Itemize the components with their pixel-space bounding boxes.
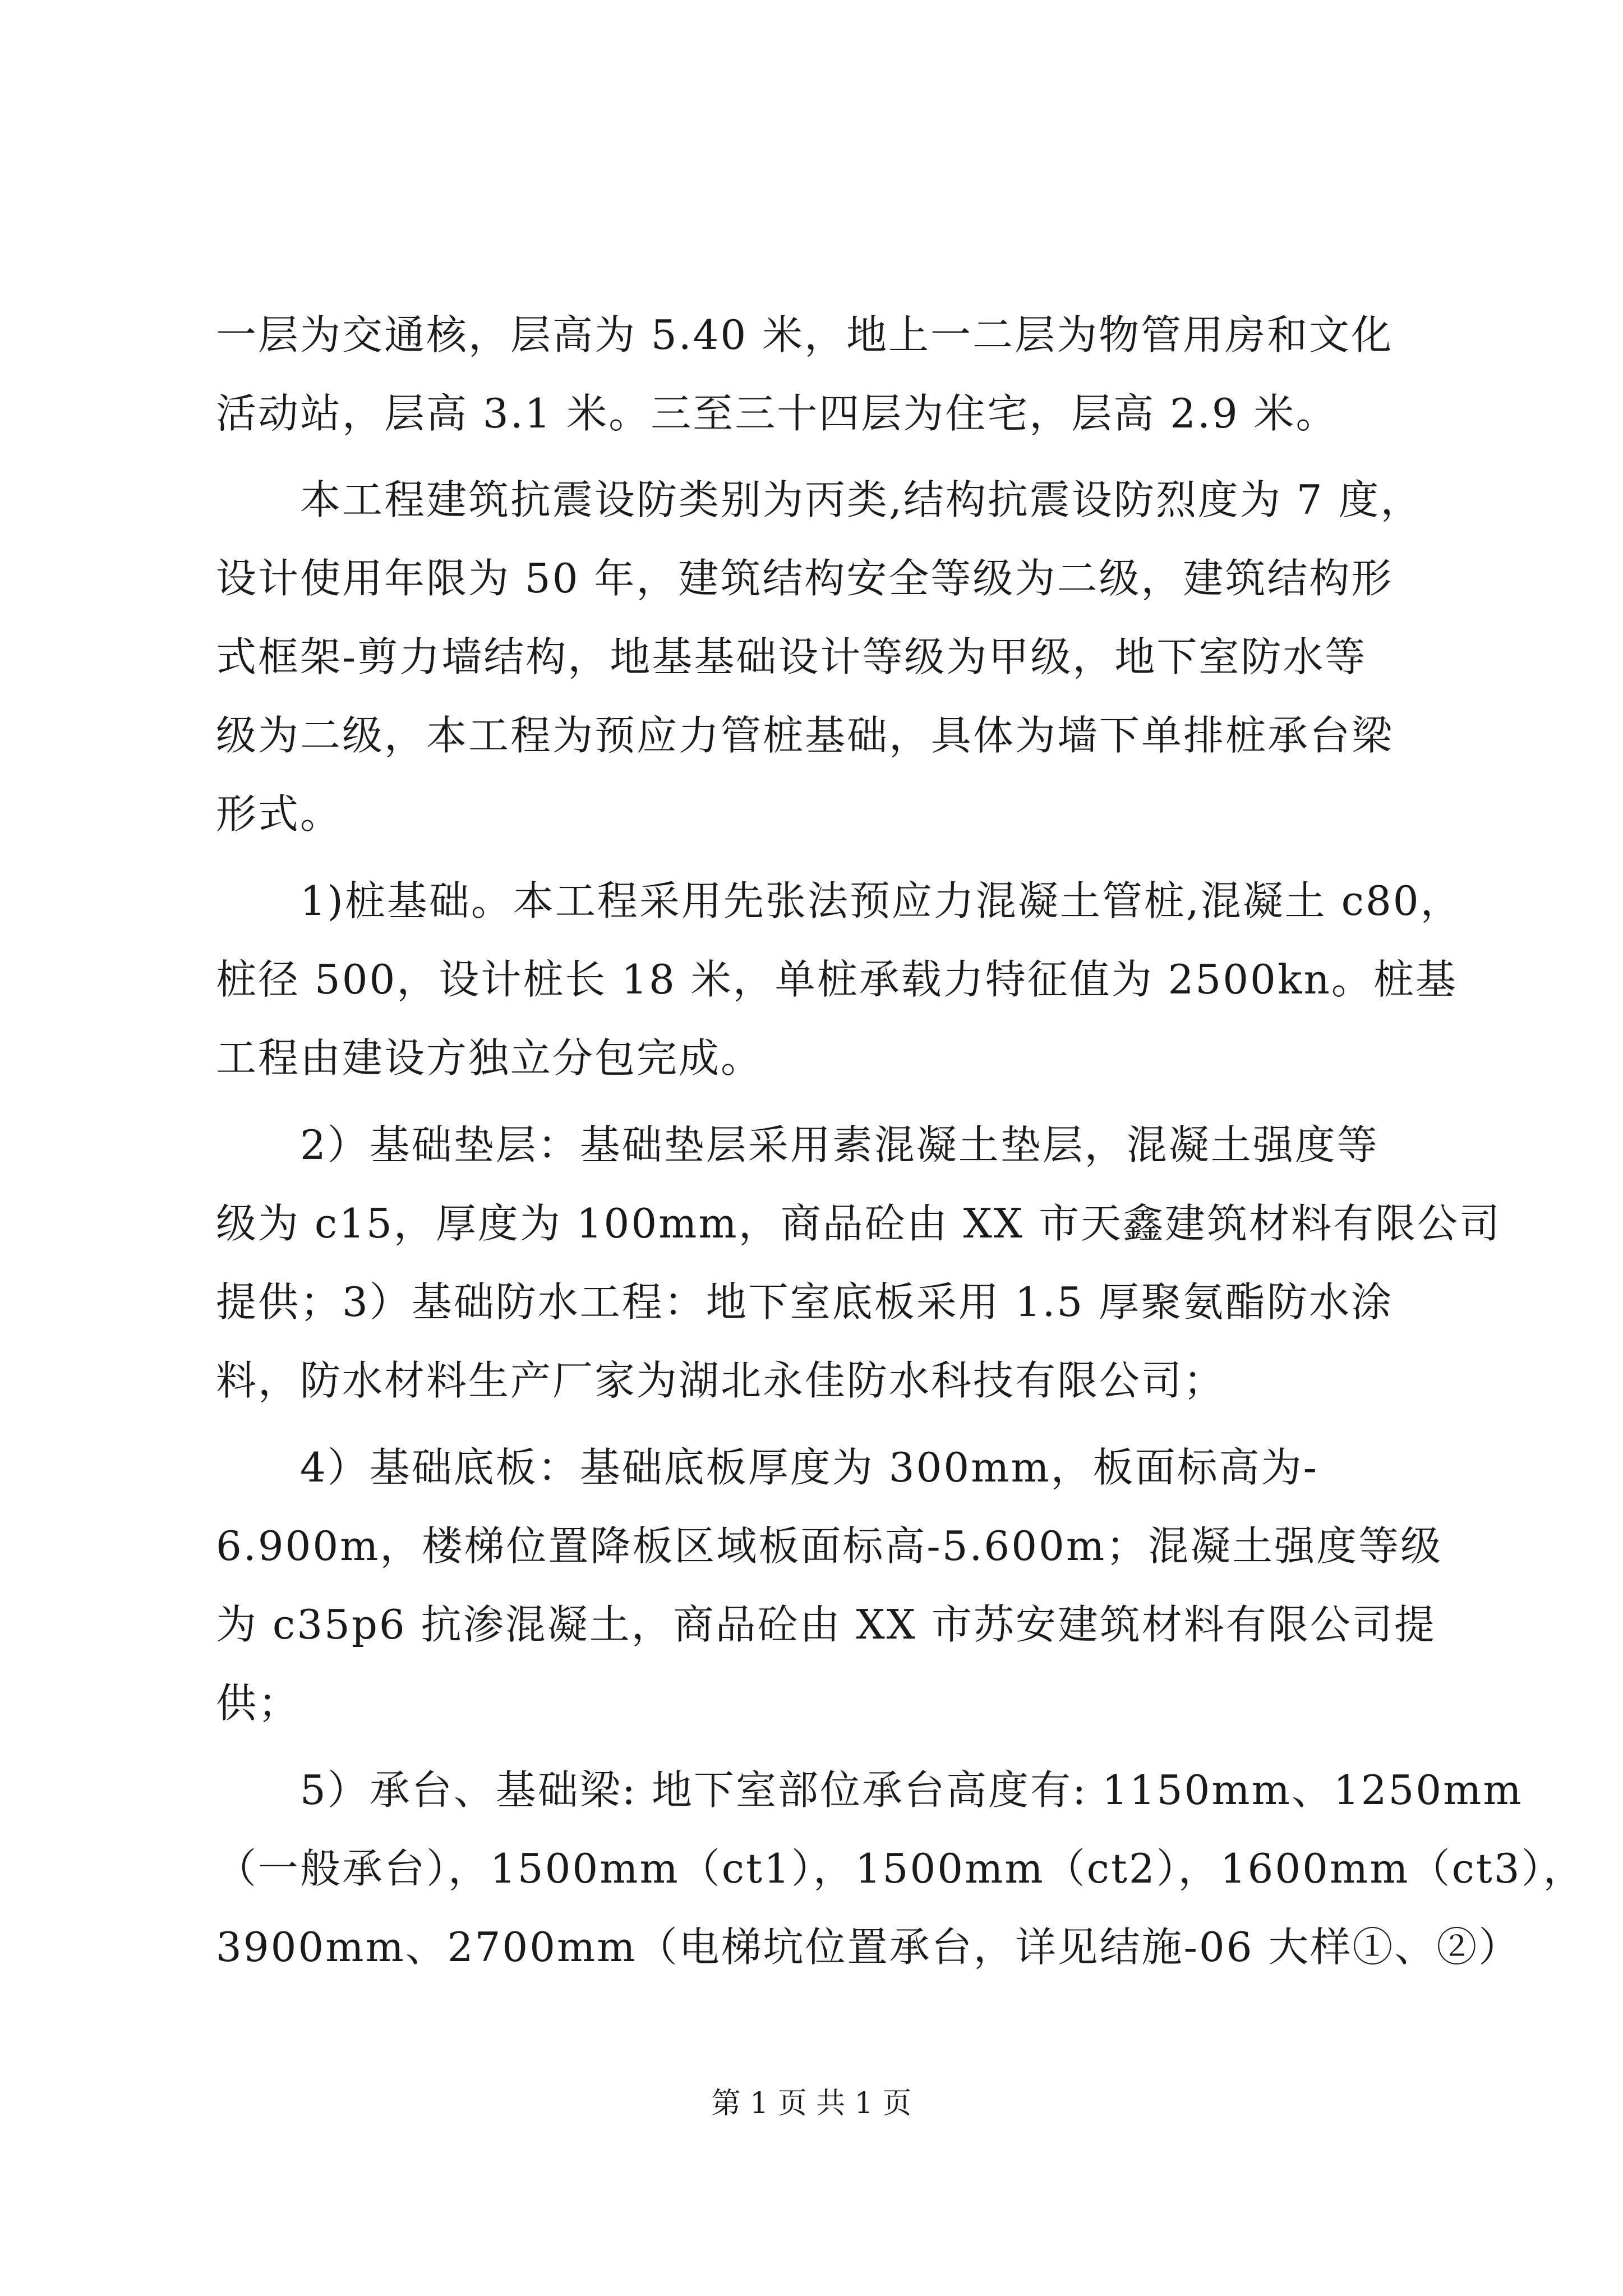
body-line: 桩径 500，设计桩长 18 米，单桩承载力特征值为 2500kn。桩基 — [216, 956, 1458, 1003]
body-line: （一般承台），1500mm（ct1），1500mm（ct2），1600mm（ct3）， — [216, 1845, 1585, 1892]
body-line: 工程由建设方独立分包完成。 — [216, 1034, 763, 1082]
body-line: 提供；3）基础防水工程：地下室底板采用 1.5 厚聚氨酯防水涂 — [216, 1278, 1394, 1326]
body-line: 5）承台、基础梁: 地下室部位承台高度有: 1150mm、1250mm — [300, 1766, 1523, 1814]
body-line: 为 c35p6 抗渗混凝土，商品砼由 XX 市苏安建筑材料有限公司提 — [216, 1601, 1436, 1648]
body-line: 1)桩基础。本工程采用先张法预应力混凝土管桩,混凝土 c80， — [300, 877, 1463, 924]
body-line: 设计使用年限为 50 年，建筑结构安全等级为二级，建筑结构形 — [216, 555, 1394, 602]
body-line: 4）基础底板：基础底板厚度为 300mm，板面标高为- — [300, 1444, 1318, 1491]
body-line: 活动站，层高 3.1 米。三至三十四层为住宅，层高 2.9 米。 — [216, 390, 1338, 437]
body-line: 本工程建筑抗震设防类别为丙类,结构抗震设防烈度为 7 度， — [300, 476, 1423, 523]
body-line: 一层为交通核，层高为 5.40 米，地上一二层为物管用房和文化 — [216, 311, 1394, 358]
body-line: 形式。 — [216, 790, 343, 838]
page-footer: 第 1 页 共 1 页 — [711, 2087, 912, 2120]
body-line: 供； — [216, 1680, 301, 1727]
body-line: 料，防水材料生产厂家为湖北永佳防水科技有限公司； — [216, 1357, 1226, 1404]
body-line: 级为二级，本工程为预应力管桩基础，具体为墙下单排桩承台梁 — [216, 712, 1394, 759]
body-line: 6.900m，楼梯位置降板区域板面标高-5.600m；混凝土强度等级 — [216, 1522, 1443, 1570]
body-line: 3900mm、2700mm（电梯坑位置承台，详见结施-06 大样①、②） — [216, 1924, 1521, 1971]
body-line: 级为 c15，厚度为 100mm，商品砼由 XX 市天鑫建筑材料有限公司 — [216, 1200, 1501, 1247]
body-line: 式框架-剪力墙结构，地基基础设计等级为甲级，地下室防水等 — [216, 633, 1367, 680]
body-line: 2）基础垫层：基础垫层采用素混凝土垫层，混凝土强度等 — [300, 1121, 1379, 1168]
